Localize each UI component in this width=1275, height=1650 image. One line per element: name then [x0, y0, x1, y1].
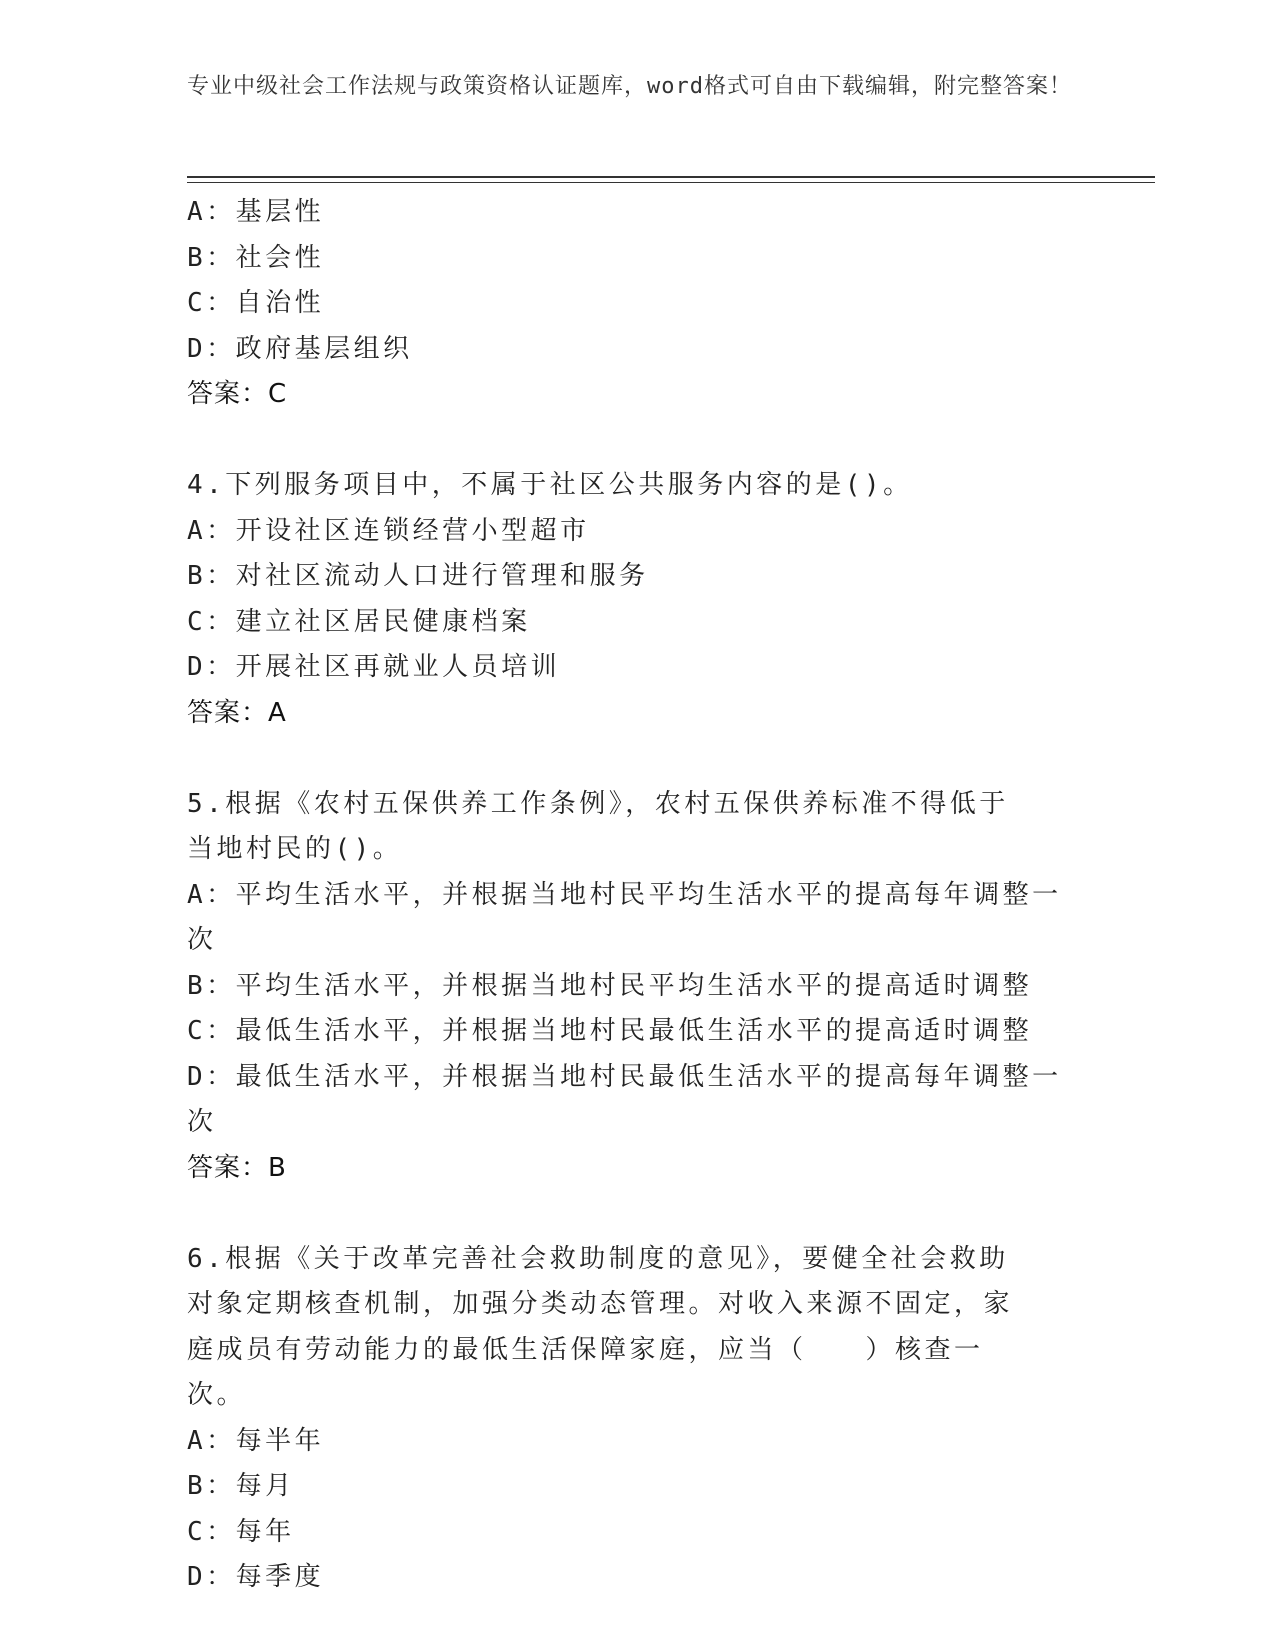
option-d: D：每季度: [187, 1562, 325, 1592]
option-a: A：基层性: [187, 197, 325, 227]
question-5: [187, 782, 1087, 1192]
question-6: [187, 1237, 1087, 1601]
option-b: B：对社区流动人口进行管理和服务: [187, 561, 649, 591]
question-stem: 5.根据《农村五保供养工作条例》，农村五保供养标准不得低于当地村民的()。: [187, 788, 1009, 864]
option-b: B：平均生活水平，并根据当地村民平均生活水平的提高适时调整: [187, 970, 1033, 1001]
question-stem: 4.下列服务项目中，不属于社区公共服务内容的是()。: [187, 470, 913, 500]
header-divider-thick: [187, 176, 1155, 178]
answer: 答案：A: [187, 697, 287, 728]
question-3: [187, 190, 1087, 418]
option-c: C：每年: [187, 1516, 295, 1547]
option-a: A：每半年: [187, 1425, 325, 1456]
answer: 答案：C: [187, 379, 288, 409]
answer: 答案：B: [187, 1152, 287, 1183]
option-d: D：政府基层组织: [187, 333, 413, 364]
option-a: A：平均生活水平，并根据当地村民平均生活水平的提高每年调整一次: [187, 879, 1062, 955]
question-4: [187, 463, 1087, 736]
document-header: 专业中级社会工作法规与政策资格认证题库，word格式可自由下载编辑，附完整答案！: [187, 74, 1072, 99]
option-c: C：自治性: [187, 288, 325, 318]
question-stem: 6.根据《关于改革完善社会救助制度的意见》，要健全社会救助对象定期核查机制，加强分类动态管理。对收入来源不固定，家庭成员有劳动能力的最低生活保障家庭，应当（ ）核查一次。: [187, 1243, 1014, 1410]
question-list: [187, 190, 1087, 1601]
option-d: D：最低生活水平，并根据当地村民最低生活水平的提高每年调整一次: [187, 1061, 1062, 1137]
option-b: B：社会性: [187, 242, 325, 273]
option-d: D：开展社区再就业人员培训: [187, 652, 561, 682]
option-a: A：开设社区连锁经营小型超市: [187, 515, 590, 546]
option-c: C：最低生活水平，并根据当地村民最低生活水平的提高适时调整: [187, 1016, 1033, 1046]
header-divider-thin: [187, 182, 1155, 183]
option-b: B：每月: [187, 1471, 295, 1501]
option-c: C：建立社区居民健康档案: [187, 606, 531, 637]
